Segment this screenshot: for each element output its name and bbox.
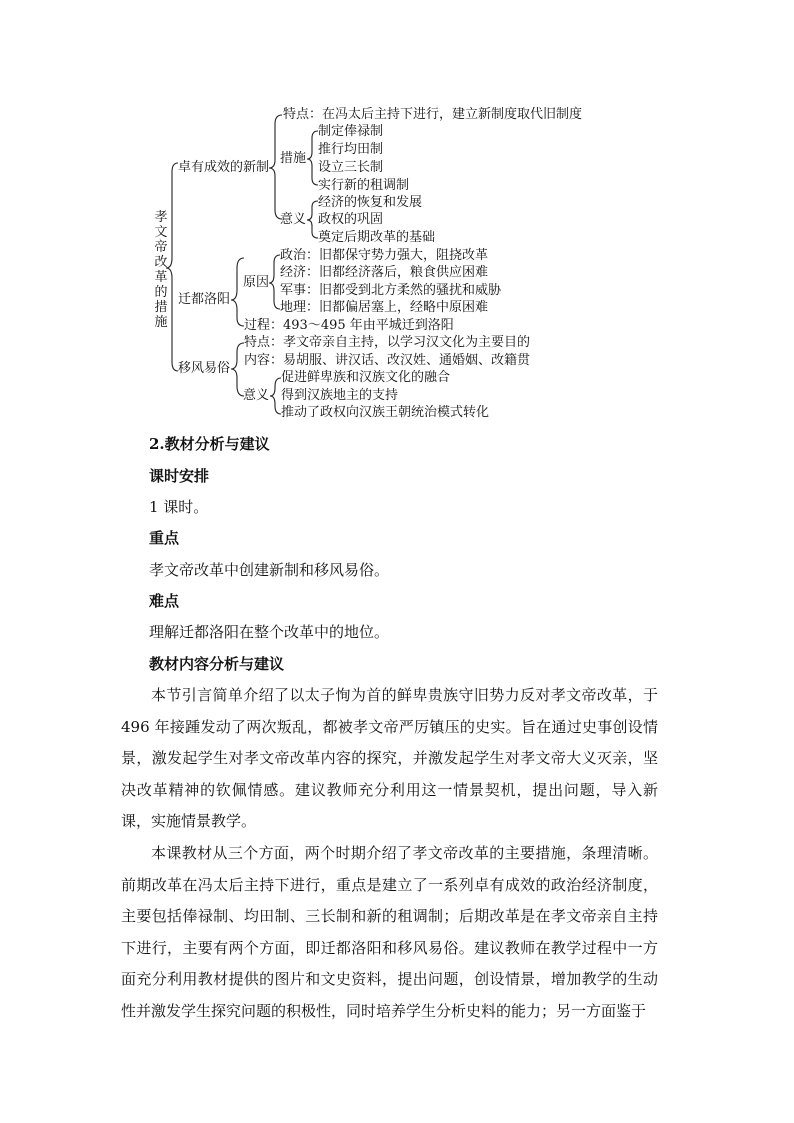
root-char: 措	[154, 300, 168, 315]
root-char: 孝	[154, 210, 168, 225]
branch3-label: 移风易俗	[178, 361, 231, 376]
root-char: 的	[154, 285, 168, 300]
analysis-paragraph-1: 本节引言简单介绍了以太子恂为首的鲜卑贵族守旧势力反对孝文帝改革，于 496 年接踵发动了两次叛乱，都被孝文帝严厉镇压的史实。旨在通过史事创设情景，激发起学生对孝文帝改革内容的探究，并激发起学生对孝文帝大义灭亲，坚决改革精神的钦佩情感。建议教师充分利用这一情景契机，提出问题，导入新课，实施情景教学。	[121, 686, 658, 831]
schedule-text: 1 课时。	[149, 498, 209, 516]
cuoshi-label: 措施	[280, 151, 307, 166]
key-point-text: 孝文帝改革中创建新制和移风易俗。	[149, 561, 390, 579]
diagram-root-label	[152, 210, 170, 330]
yiyi1-label: 意义	[280, 212, 307, 227]
branch1-label: 卓有成效的新制	[178, 160, 270, 175]
yuanyin-item: 军事：旧都受到北方柔然的骚扰和威胁	[280, 283, 502, 298]
difficulty-title: 难点	[149, 592, 180, 610]
yiyi3-brace	[270, 378, 281, 414]
yuanyin-brace	[269, 255, 280, 309]
yiyi3-item: 推动了政权向汉族王朝统治模式转化	[281, 405, 490, 420]
root-char: 革	[154, 270, 168, 285]
yiyi3-label: 意义	[243, 388, 270, 403]
cuoshi-item: 制定俸禄制	[318, 124, 384, 139]
process: 过程：493～495 年由平城迁到洛阳	[244, 318, 454, 333]
yiyi3-item: 得到汉族地主的支持	[281, 388, 399, 403]
yuanyin-item: 地理：旧都偏居塞上，经略中原困难	[280, 300, 489, 315]
cuoshi-item: 设立三长制	[318, 160, 384, 175]
schedule-title: 课时安排	[149, 467, 210, 485]
yiyi1-brace	[307, 201, 318, 238]
reform-measures-diagram	[0, 0, 794, 430]
branch3-feature: 特点：孝文帝亲自主持，以学习汉文化为主要目的	[244, 335, 531, 350]
yiyi1-item: 经济的恢复和发展	[318, 195, 423, 210]
branch2-label: 迁都洛阳	[178, 292, 231, 307]
yuanyin-label: 原因	[243, 275, 270, 290]
analysis-title: 教材内容分析与建议	[149, 655, 285, 673]
cuoshi-item: 推行均田制	[318, 142, 384, 157]
root-char: 文	[154, 225, 168, 240]
root-char: 帝	[154, 240, 168, 255]
root-char: 改	[154, 255, 168, 270]
yuanyin-item: 政治：旧都保守势力强大，阻挠改革	[280, 248, 489, 263]
difficulty-text: 理解迁都洛阳在整个改革中的地位。	[149, 623, 390, 641]
yiyi3-item: 促进鲜卑族和汉族文化的融合	[281, 370, 451, 385]
key-point-title: 重点	[149, 529, 180, 547]
branch2-brace	[231, 258, 244, 326]
branch3-content: 内容：易胡服、讲汉话、改汉姓、通婚姻、改籍贯	[244, 353, 531, 368]
root-char: 施	[154, 315, 168, 330]
branch1-feature: 特点：在冯太后主持下进行，建立新制度取代旧制度	[283, 107, 583, 122]
branch1-brace	[269, 115, 282, 219]
analysis-paragraph-2: 本课教材从三个方面，两个时期介绍了孝文帝改革的主要措施，条理清晰。前期改革在冯太后主持下进行，重点是建立了一系列卓有成效的政治经济制度，主要包括俸禄制、均田制、三长制和新的租调制；后期改革是在孝文帝亲自主持下进行，主要有两个方面，即迁都洛阳和移风易俗。建议教师在教学过程中一方面充分利用教材提供的图片和文史资料，提出问题，创设情景，增加教学的生动性并激发学生探究问题的积极性，同时培养学生分析史料的能力；另一方面鉴于	[121, 844, 658, 1020]
cuoshi-item: 实行新的租调制	[318, 178, 410, 193]
yiyi1-item: 政权的巩固	[318, 212, 384, 227]
section-title: 2.教材分析与建议	[149, 435, 270, 453]
cuoshi-brace	[307, 131, 318, 185]
yiyi1-item: 奠定后期改革的基础	[318, 230, 436, 245]
yuanyin-item: 经济：旧都经济落后，粮食供应困难	[280, 265, 489, 280]
